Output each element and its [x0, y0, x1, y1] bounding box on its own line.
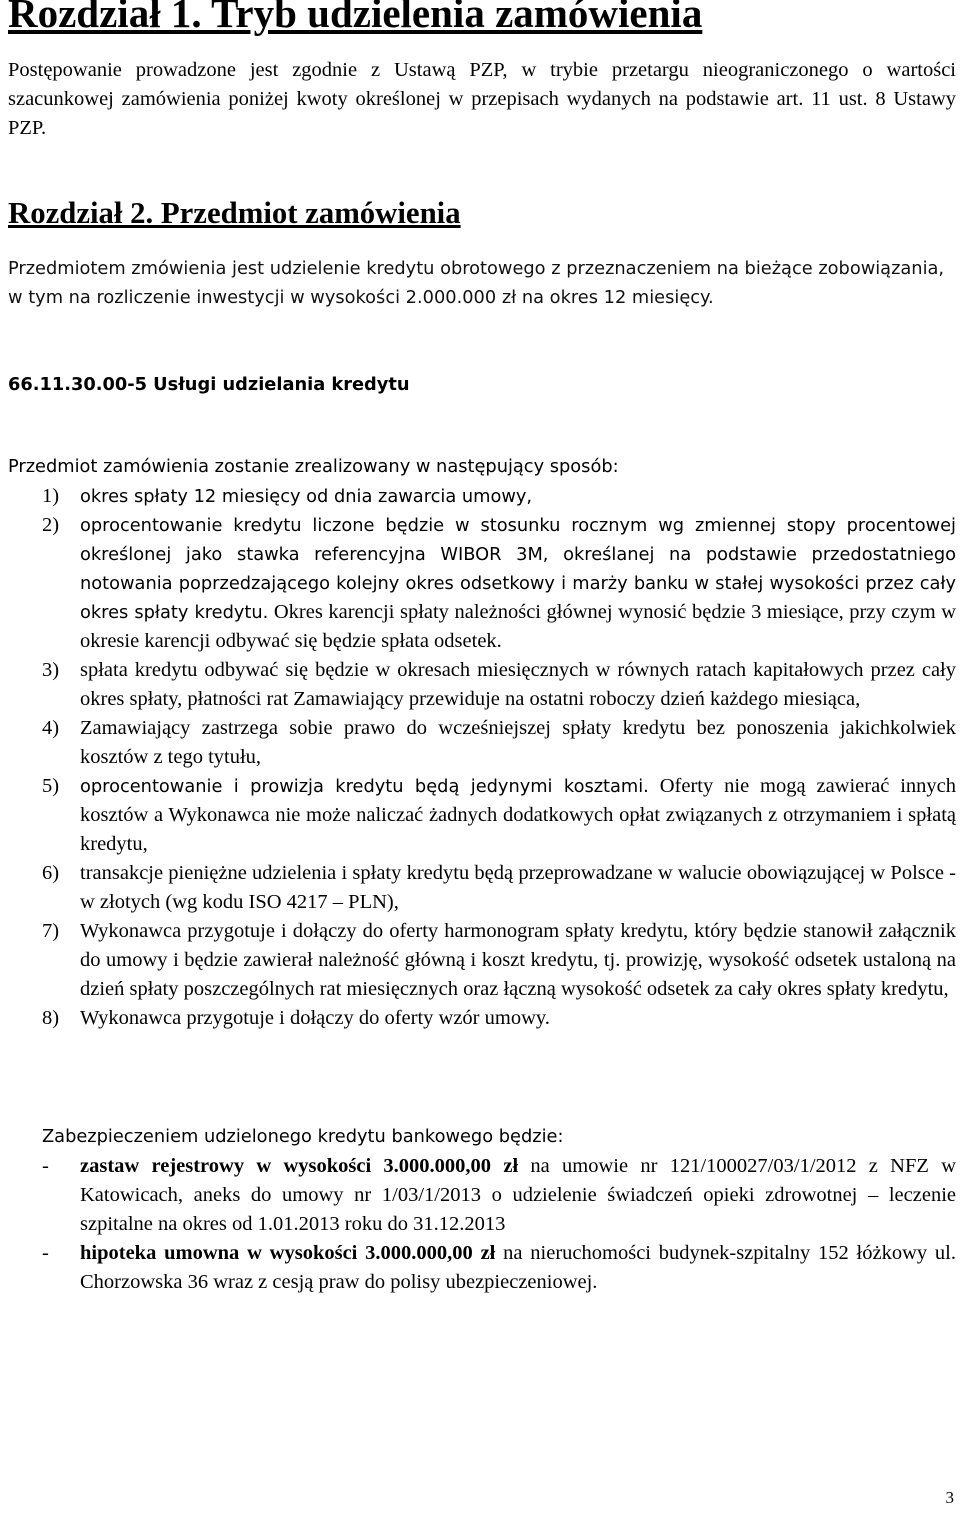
- page-number: 3: [945, 1488, 954, 1507]
- list-item-text: Wykonawca przygotuje i dołączy do oferty harmonogram spłaty kredytu, który będzie stanowił załącznik do umowy i będzie zawierał należność główną i koszt kredytu, tj. prowizję, wysokość odsetek ustaloną na dzień spłaty poszczególnych rat miesięcznych oraz łączną wysokość odsetek za cały okres spłaty kredytu,: [80, 920, 956, 1000]
- list-item-text: transakcje pieniężne udzielenia i spłaty kredytu będą przeprowadzane w walucie obowiązującej w Polsce - w złotych (wg kodu ISO 4217 – PLN),: [80, 862, 956, 913]
- list-item-text: Zamawiający zastrzega sobie prawo do wcześniejszej spłaty kredytu bez ponoszenia jakichkolwiek kosztów z tego tytułu,: [80, 717, 956, 768]
- security-item: [8, 1239, 956, 1297]
- cpv-code: 66.11.30.00-5 Usługi udzielania kredytu: [8, 374, 410, 395]
- list-item-number: 1): [42, 485, 60, 507]
- list-item-text-tail: Okres karencji spłaty należności głównej wynosić będzie 3 miesiące, przy czym w okresie karencji odbywać się będzie spłata odsetek.: [80, 601, 956, 652]
- list-item: [8, 1004, 956, 1033]
- list-item: [8, 859, 956, 917]
- list-item-number: 3): [42, 659, 60, 681]
- list-item-number: 2): [42, 514, 60, 536]
- list-item: [8, 714, 956, 772]
- conditions-list: [8, 482, 956, 1033]
- list-item-text: oprocentowanie i prowizja kredytu będą jedynymi kosztami.: [80, 776, 649, 797]
- security-item-dash: -: [42, 1242, 49, 1264]
- security-item-bold: hipoteka umowna w wysokości 3.000.000,00 zł: [80, 1242, 496, 1264]
- list-item-text-tail: Oferty nie mogą zawierać innych kosztów a Wykonawca nie może naliczać żadnych dodatkowych opłat związanych z otrzymaniem i spłatą kredytu,: [80, 775, 956, 855]
- security-item-dash: -: [42, 1155, 49, 1177]
- security-item-text: na umowie nr 121/100027/03/1/2012 z NFZ w Katowicach, aneks do umowy nr 1/03/1/2013 o udzielenie świadczeń opieki zdrowotnej – leczenie szpitalne na okres od 1.01.2013 roku do 31.12.2013: [80, 1155, 956, 1235]
- section-2-heading: Rozdział 2. Przedmiot zamówienia: [8, 196, 461, 230]
- list-item-text: oprocentowanie kredytu liczone będzie w stosunku rocznym wg zmiennej stopy procentowej określonej jako stawka referencyjna WIBOR 3M, określanej na podstawie przedostatniego notowania poprzedzającego kolejny okres odsetkowy i marży banku w stałej wysokości przez cały okres spłaty kredytu.: [80, 515, 956, 623]
- list-item: [8, 656, 956, 714]
- list-item-text: spłata kredytu odbywać się będzie w okresach miesięcznych w równych ratach kapitałowych przez cały okres spłaty, płatności rat Zamawiający przewiduje na ostatni roboczy dzień każdego miesiąca,: [80, 659, 956, 710]
- security-item: [8, 1152, 956, 1239]
- list-item-text: okres spłaty 12 miesięcy od dnia zawarcia umowy,: [80, 486, 533, 507]
- list-item-number: 8): [42, 1007, 60, 1029]
- list-item-number: 4): [42, 717, 60, 739]
- section-1-heading: Rozdział 1. Tryb udzielenia zamówienia: [8, 0, 703, 36]
- list-item: [8, 511, 956, 656]
- security-item-bold: zastaw rejestrowy w wysokości 3.000.000,00 zł: [80, 1155, 519, 1177]
- list-item-number: 6): [42, 862, 60, 884]
- list-item: [8, 772, 956, 859]
- list-item-number: 7): [42, 920, 60, 942]
- security-intro: Zabezpieczeniem udzielonego kredytu bankowego będzie:: [42, 1126, 564, 1147]
- section-1-paragraph: Postępowanie prowadzone jest zgodnie z Ustawą PZP, w trybie przetargu nieograniczonego o wartości szacunkowej zamówienia poniżej kwoty określonej w przepisach wydanych na podstawie art. 11 ust. 8 Ustawy PZP.: [8, 59, 956, 139]
- security-list: [8, 1152, 956, 1297]
- list-item: [8, 917, 956, 1004]
- list-item-text: Wykonawca przygotuje i dołączy do oferty wzór umowy.: [80, 1007, 550, 1029]
- security-item-text: na nieruchomości budynek-szpitalny 152 łóżkowy ul. Chorzowska 36 wraz z cesją praw do polisy ubezpieczeniowej.: [80, 1242, 956, 1293]
- section-2-paragraph: Przedmiotem zmówienia jest udzielenie kredytu obrotowego z przeznaczeniem na bieżące zobowiązania, w tym na rozliczenie inwestycji w wysokości 2.000.000 zł na okres 12 miesięcy.: [8, 258, 945, 308]
- list-item-number: 5): [42, 775, 60, 797]
- list-item: [8, 482, 956, 511]
- list-intro: Przedmiot zamówienia zostanie zrealizowany w następujący sposób:: [8, 456, 619, 477]
